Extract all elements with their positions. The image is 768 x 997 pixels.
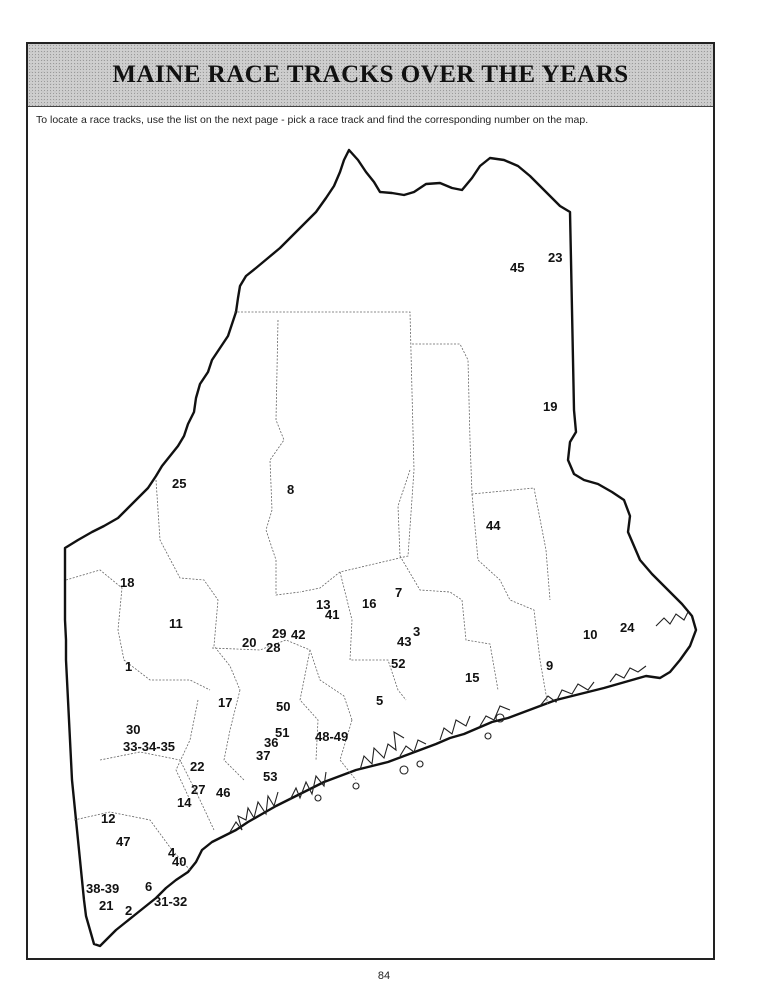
track-label-15: 15	[465, 670, 480, 685]
track-label-7: 7	[395, 585, 403, 600]
track-label-31-32: 31-32	[154, 894, 188, 909]
track-label-23: 23	[548, 250, 563, 265]
track-label-9: 9	[546, 658, 554, 673]
state-outline	[65, 150, 696, 946]
track-label-13: 13	[316, 597, 331, 612]
track-label-43: 43	[397, 634, 412, 649]
track-label-46: 46	[216, 785, 231, 800]
track-label-47: 47	[116, 834, 131, 849]
track-label-22: 22	[190, 759, 205, 774]
track-label-40: 40	[172, 854, 187, 869]
track-label-25: 25	[172, 476, 187, 491]
track-label-17: 17	[218, 695, 233, 710]
track-label-51: 51	[275, 725, 290, 740]
track-label-10: 10	[583, 627, 598, 642]
page-number: 84	[377, 970, 391, 982]
track-label-12: 12	[101, 811, 116, 826]
track-label-28: 28	[266, 640, 281, 655]
track-label-41: 41	[325, 607, 340, 622]
track-label-53: 53	[263, 769, 278, 784]
instructions-text: To locate a race tracks, use the list on the next page - pick a race track and find the corresponding number on the map.	[36, 114, 589, 126]
track-label-36: 36	[264, 735, 279, 750]
track-label-14: 14	[177, 795, 192, 810]
track-labels	[86, 250, 635, 918]
track-label-18: 18	[120, 575, 135, 590]
track-label-11: 11	[169, 616, 183, 631]
track-label-42: 42	[291, 627, 306, 642]
track-label-33-34-35: 33-34-35	[123, 739, 176, 754]
track-label-29: 29	[272, 626, 287, 641]
track-label-4: 4	[168, 845, 176, 860]
track-label-1: 1	[125, 659, 133, 674]
track-label-2: 2	[125, 903, 133, 918]
track-label-8: 8	[287, 482, 295, 497]
track-label-6: 6	[145, 879, 153, 894]
track-label-16: 16	[362, 596, 377, 611]
track-label-52: 52	[391, 656, 406, 671]
track-label-3: 3	[413, 624, 421, 639]
track-label-38-39: 38-39	[86, 881, 120, 896]
track-label-19: 19	[543, 399, 558, 414]
track-label-20: 20	[242, 635, 257, 650]
track-label-30: 30	[126, 722, 141, 737]
track-label-37: 37	[256, 748, 271, 763]
page-title: MAINE RACE TRACKS OVER THE YEARS	[112, 61, 629, 88]
track-label-5: 5	[376, 693, 384, 708]
coast-detail	[230, 612, 688, 832]
track-label-50: 50	[276, 699, 291, 714]
track-label-44: 44	[486, 518, 501, 533]
track-label-24: 24	[620, 620, 635, 635]
track-label-45: 45	[510, 260, 525, 275]
track-label-48-49: 48-49	[315, 729, 349, 744]
track-label-27: 27	[191, 782, 206, 797]
track-label-21: 21	[99, 898, 114, 913]
